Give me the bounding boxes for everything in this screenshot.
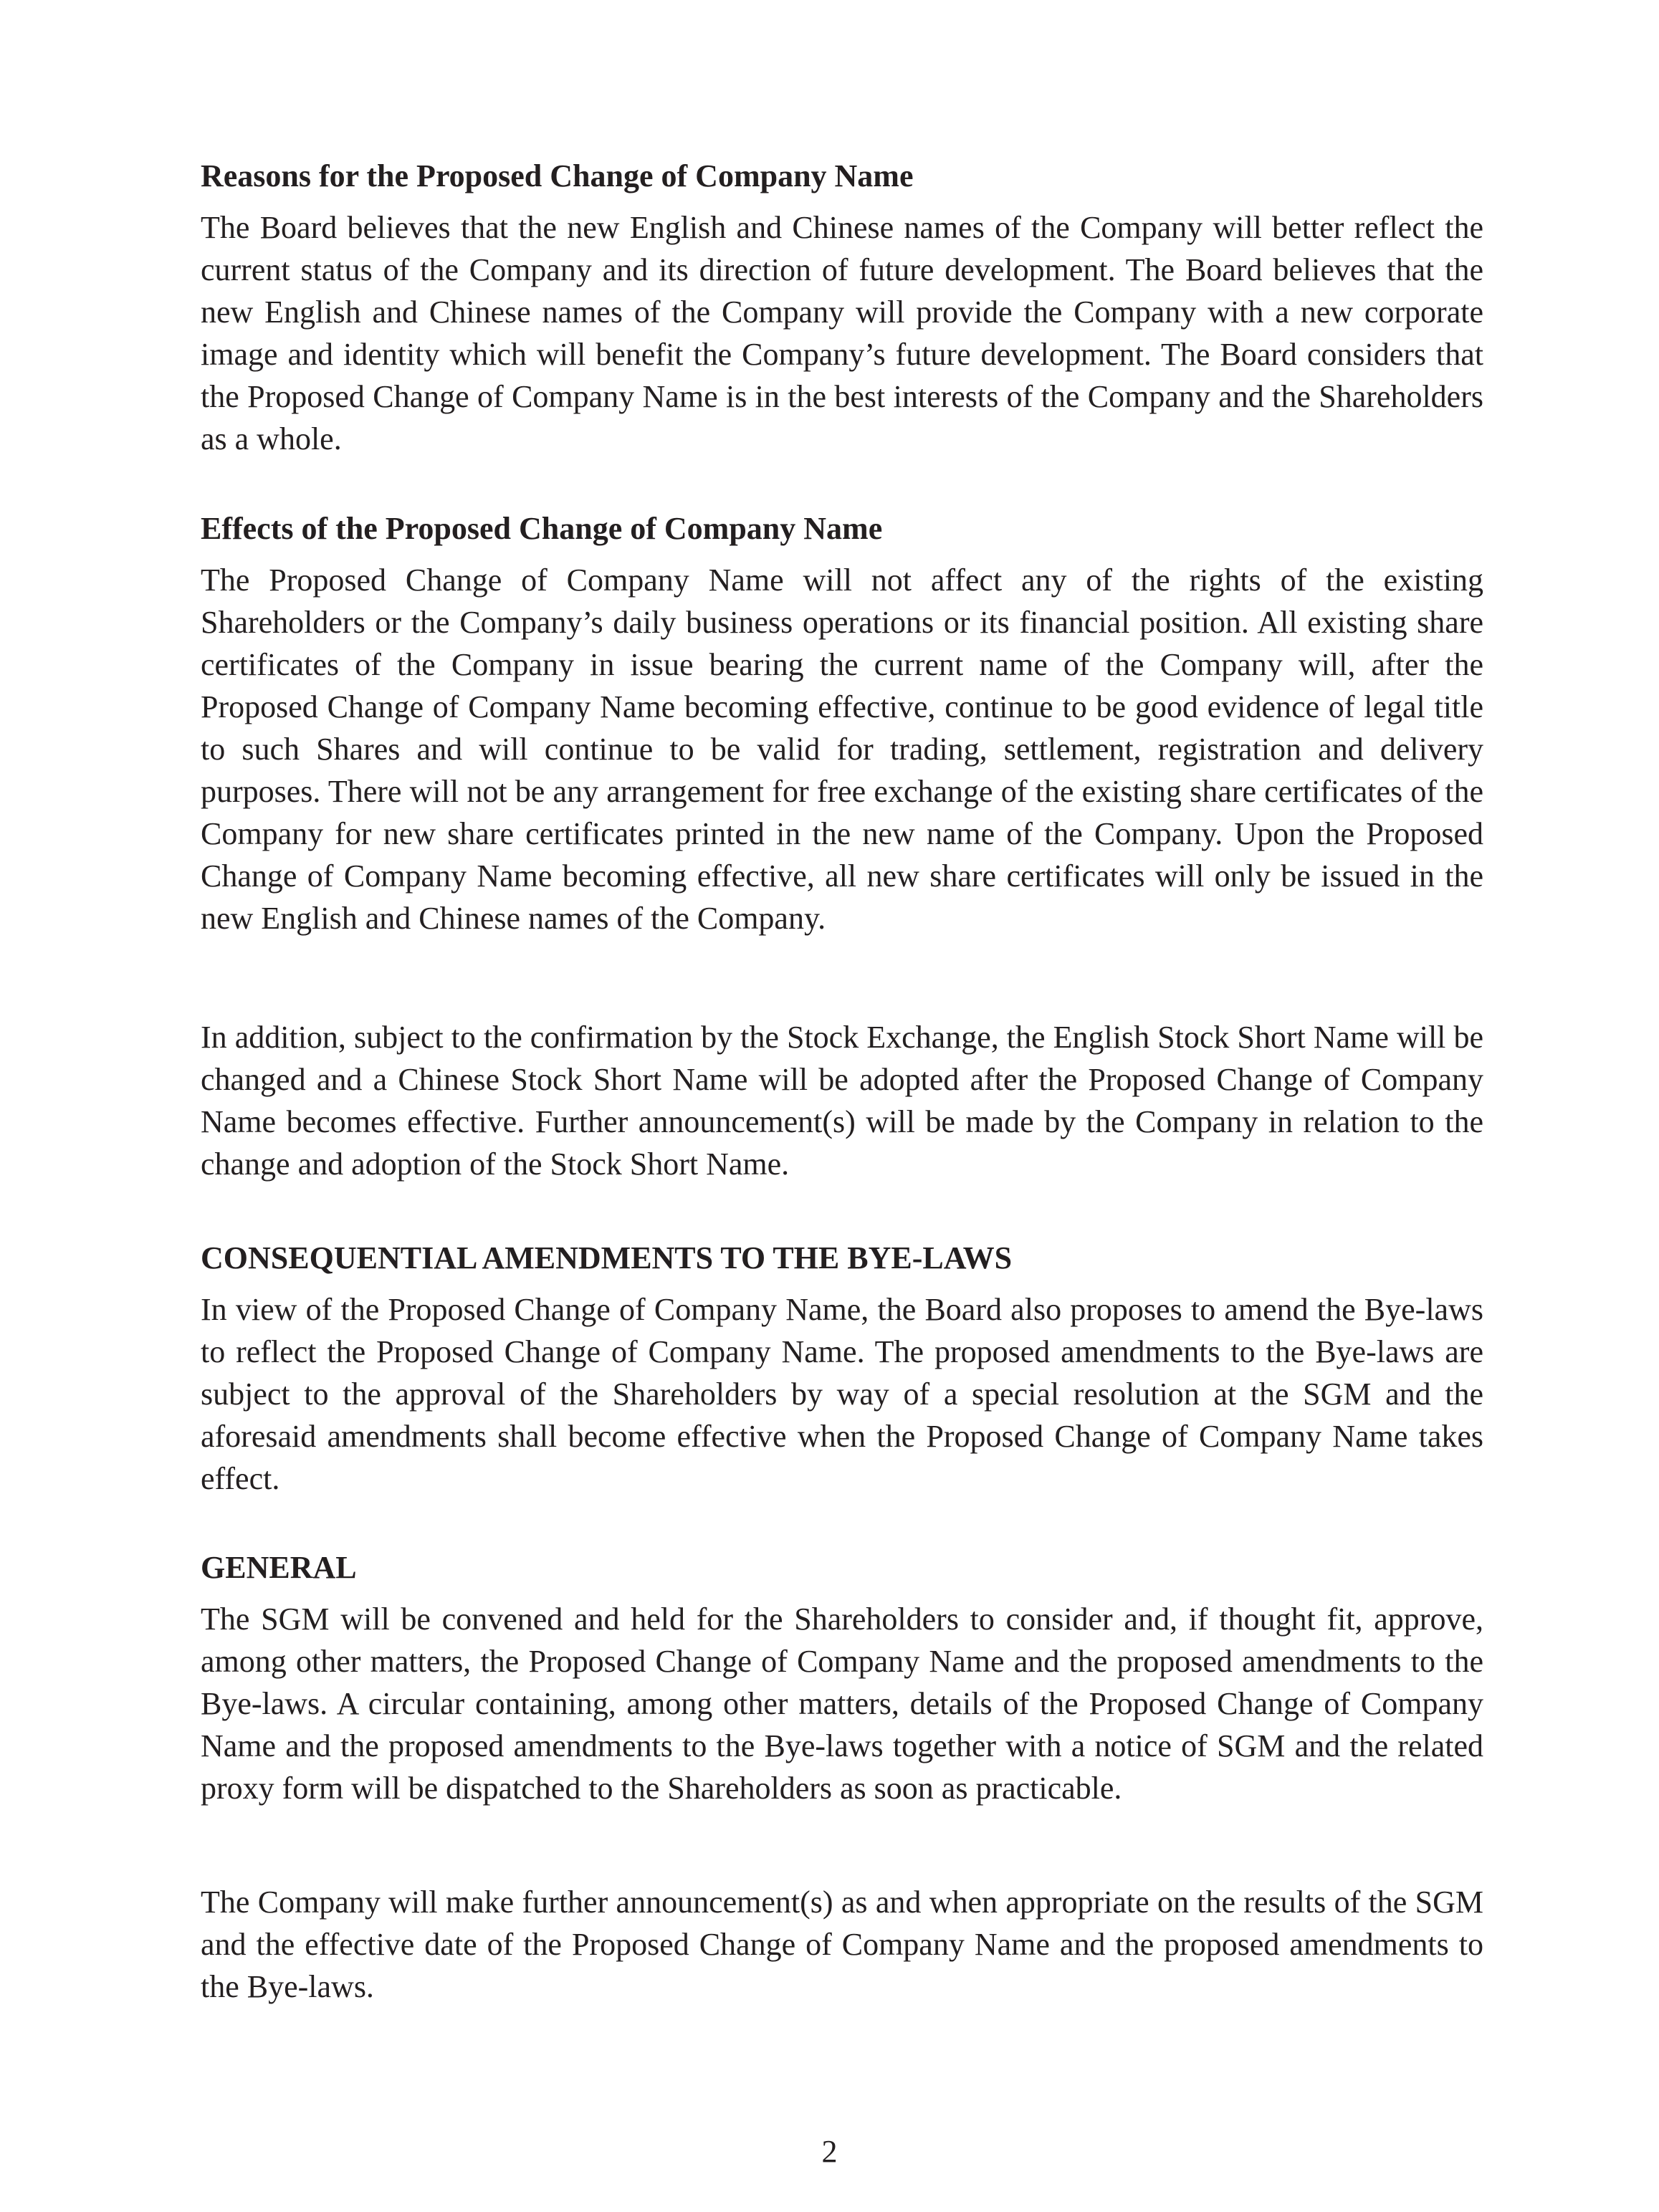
- section-amendments: [201, 1238, 1483, 1500]
- paragraph: The Board believes that the new English and Chinese names of the Company will better reflect the current status of the Company and its direction of future development. The Board believes that the new English and Chinese names of the Company will provide the Company with a new corporate image and identity which will benefit the Company’s future development. The Board considers that the Proposed Change of Company Name is in the best interests of the Company and the Shareholders as a whole.: [201, 210, 1483, 456]
- section-effects-continued: [201, 1016, 1483, 1185]
- paragraph: The SGM will be convened and held for the Shareholders to consider and, if thought fit, approve, among other matters, the Proposed Change of Company Name and the proposed amendments to the Bye-laws. A circular containing, among other matters, details of the Proposed Change of Company Name and the proposed amendments to the Bye-laws together with a notice of SGM and the related proxy form will be dispatched to the Shareholders as soon as practicable.: [201, 1601, 1483, 1806]
- section-reasons: [201, 156, 1483, 460]
- section-general-continued: [201, 1881, 1483, 2008]
- paragraph: The Proposed Change of Company Name will not affect any of the rights of the existing Shareholders or the Company’s daily business operations or its financial position. All existing share certificates of the Company in issue bearing the current name of the Company will, after the Proposed Change of Company Name becoming effective, continue to be good evidence of legal title to such Shares and will continue to be valid for trading, settlement, registration and delivery purposes. There will not be any arrangement for free exchange of the existing share certificates of the Company for new share certificates printed in the new name of the Company. Upon the Proposed Change of Company Name becoming effective, all new share certificates will only be issued in the new English and Chinese names of the Company.: [201, 562, 1483, 936]
- section-general: [201, 1548, 1483, 1809]
- paragraph: The Company will make further announcement(s) as and when appropriate on the results of the SGM and the effective date of the Proposed Change of Company Name and the proposed amendments to the Bye-laws.: [201, 1885, 1483, 2004]
- paragraph: In addition, subject to the confirmation by the Stock Exchange, the English Stock Short Name will be changed and a Chinese Stock Short Name will be adopted after the Proposed Change of Company Name becomes effective. Further announcement(s) will be made by the Company in relation to the change and adoption of the Stock Short Name.: [201, 1020, 1483, 1182]
- page-number: 2: [821, 2134, 838, 2169]
- section-heading: Effects of the Proposed Change of Company Name: [201, 511, 883, 546]
- section-heading: Reasons for the Proposed Change of Company Name: [201, 158, 914, 193]
- section-effects: [201, 509, 1483, 939]
- paragraph: In view of the Proposed Change of Company Name, the Board also proposes to amend the Bye-laws to reflect the Proposed Change of Company Name. The proposed amendments to the Bye-laws are subject to the approval of the Shareholders by way of a special resolution at the SGM and the aforesaid amendments shall become effective when the Proposed Change of Company Name takes effect.: [201, 1292, 1483, 1496]
- section-heading: CONSEQUENTIAL AMENDMENTS TO THE BYE-LAWS: [201, 1240, 1013, 1275]
- section-heading: GENERAL: [201, 1550, 357, 1585]
